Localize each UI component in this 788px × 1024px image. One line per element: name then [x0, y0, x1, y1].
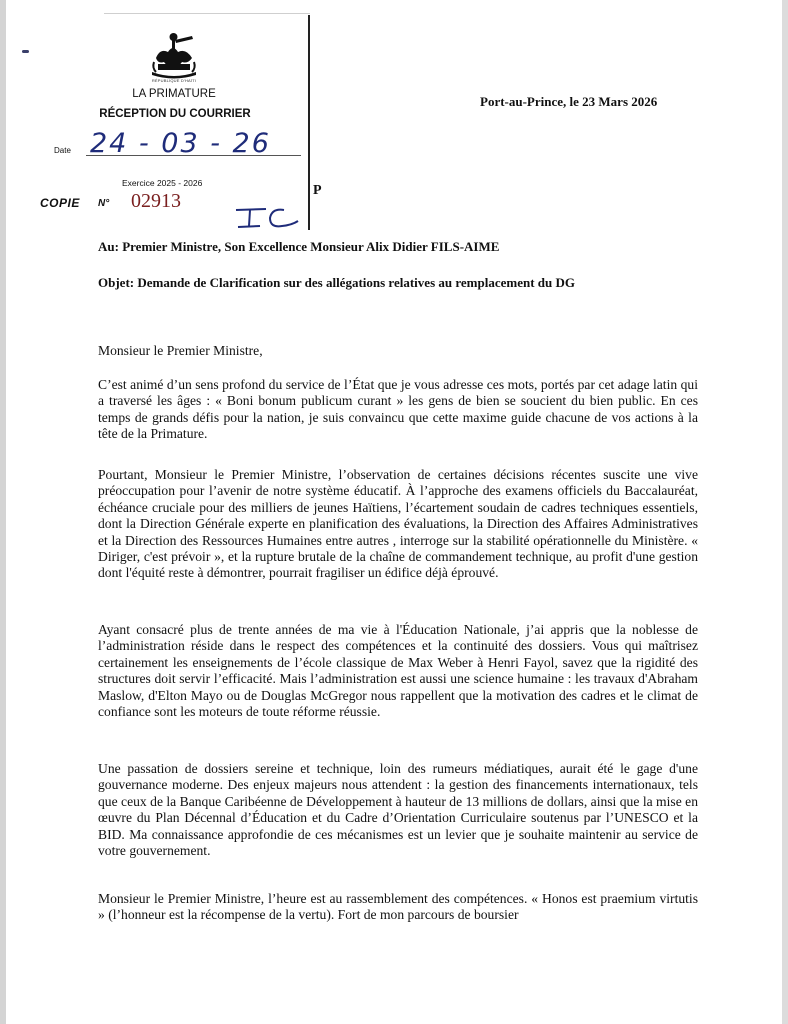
- handwritten-initials: [232, 204, 302, 232]
- body-paragraph: Une passation de dossiers sereine et technique, loin des rumeurs médiatiques, aurait été le gage d'une gouvernance moderne. Des enjeux majeurs nous attendent : la gestion des financements internationaux, tels que ceux de la Banque Caribéenne de Développement à hauteur de 13 millions de dollars, ainsi que la mise en œuvre du Plan Décennal d’Éducation et du Cadre d’Orientation Curriculaire soutenus par l’UNESCO et la BID. Ma connaissance approfondie de ces mécanismes est un levier que je souhaite maintenir au service de votre gouvernement.: [98, 761, 698, 859]
- salutation: Monsieur le Premier Ministre,: [98, 343, 263, 358]
- stamp-office: LA PRIMATURE: [132, 88, 216, 100]
- stamp-border-right: [308, 15, 310, 230]
- stamp-exercice: Exercice 2025 - 2026: [122, 178, 203, 188]
- body-paragraph: C’est animé d’un sens profond du service de l’État que je vous adresse ces mots, portés par cet adage latin qui a traversé les âges : « Boni bonum publicum curant » les gens de bien se soucient du bien public. En ces temps de grands défis pour la nation, je suis convaincu que cette maxime guide chacune de vos actions à la tête de la Primature.: [98, 377, 698, 442]
- scan-edge-right: [782, 0, 788, 1024]
- letter-page: [6, 0, 782, 1024]
- stamp-border-top: [104, 13, 310, 14]
- stamp-copie-n: N°: [98, 198, 110, 209]
- emblem-caption: RÉPUBLIQUE D'HAÏTI: [151, 78, 197, 83]
- body-paragraph: Ayant consacré plus de trente années de ma vie à l'Éducation Nationale, j’ai appris que la noblesse de l’administration réside dans le respect des compétences et la continuité des dossiers. Vous qui maîtrisez certainement les enseignements de l’école classique de Max Weber à Henri Fayol, savez que la rigidité des structures doit servir l’efficacité. Mais l’administration est aussi une science humaine : les travaux d'Abraham Maslow, d'Elton Mayo ou de Douglas McGregor nous rappellent que la motivation des cadres et le climat de confiance sont les moteurs de toute réforme réussie.: [98, 622, 698, 720]
- stamp-date-handwritten: 24 - 03 - 26: [90, 128, 271, 159]
- stamp-service: RÉCEPTION DU COURRIER: [99, 108, 251, 120]
- stamp-copie-number: 02913: [131, 190, 181, 212]
- subject-line: Objet: Demande de Clarification sur des allégations relatives au remplacement du DG: [98, 275, 575, 290]
- stamp-copie-label: COPIE: [40, 196, 80, 210]
- recipient-line: Au: Premier Ministre, Son Excellence Monsieur Alix Didier FILS-AIME: [98, 239, 500, 254]
- body-paragraph: Monsieur le Premier Ministre, l’heure est au rassemblement des compétences. « Honos est praemium virtutis » (l’honneur est la récompense de la vertu). Fort de mon parcours de boursier: [98, 891, 698, 923]
- place-and-date: Port-au-Prince, le 23 Mars 2026: [480, 94, 658, 109]
- body-paragraph: Pourtant, Monsieur le Premier Ministre, l’observation de certaines décisions récentes suscite une vive préoccupation pour l’avenir de notre système éducatif. À l’approche des examens officiels du Baccalauréat, échéance cruciale pour des milliers de jeunes Haïtiens, l’écartement soudain de cadres techniques essentiels, dont la Direction Générale experte en planification des évaluations, la Direction des Affaires Administratives et la Direction des Ressources Humaines entre autres , interroge sur la stabilité opérationnelle du Ministère. « Diriger, c'est prévoir », et la rupture brutale de la chaîne de commandement technique, au profit d'une gestion dont l'équité reste à démontrer, pourrait fragiliser un édifice déjà éprouvé.: [98, 467, 698, 581]
- coat-of-arms-icon: [148, 32, 200, 80]
- ink-mark: [22, 50, 29, 53]
- margin-letter: P: [313, 183, 322, 198]
- stamp-date-label: Date: [54, 146, 71, 155]
